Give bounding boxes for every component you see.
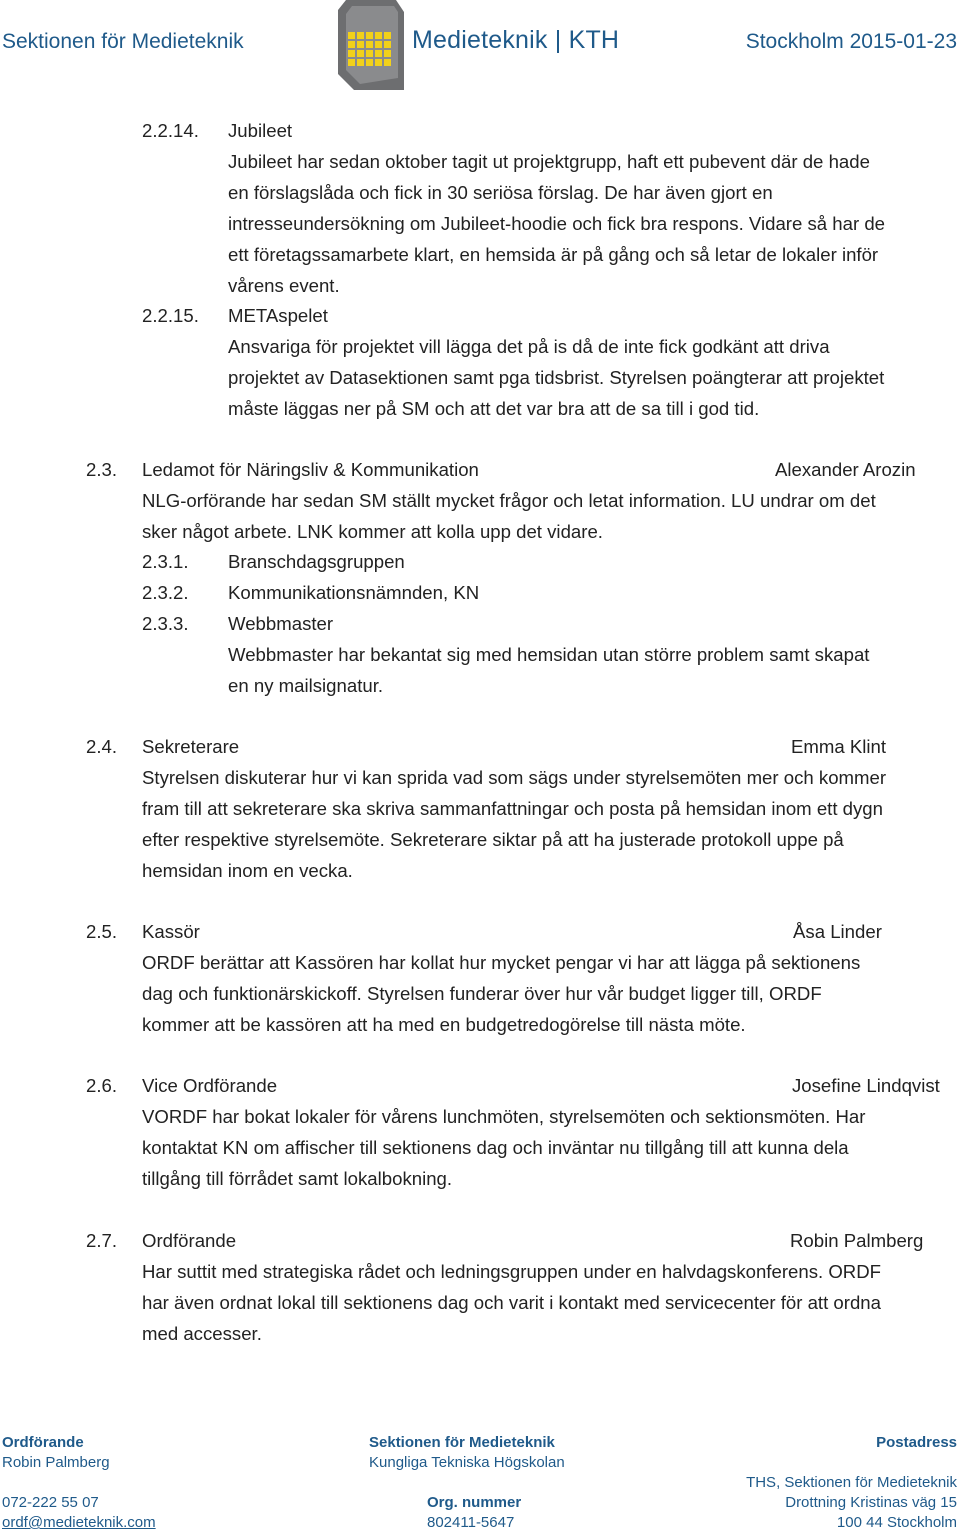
- subsection-number: 2.3.1.: [142, 551, 189, 572]
- paragraph-line: NLG-orförande har sedan SM ställt mycket frågor och letat information. LU undrar om det: [142, 490, 876, 511]
- section-number: 2.6.: [86, 1075, 118, 1096]
- paragraph-line: vårens event.: [228, 275, 340, 296]
- paragraph-line: Webbmaster har bekantat sig med hemsidan utan större problem samt skapat: [228, 644, 870, 665]
- paragraph-line: en förslagslåda och fick in 30 seriösa förslag. De har även gjort en: [228, 182, 773, 203]
- page-header: [0, 0, 960, 95]
- section-person: Emma Klint: [791, 736, 887, 757]
- footer-left-title: Ordförande: [2, 1434, 84, 1451]
- footer-center-title: Sektionen för Medieteknik: [369, 1434, 555, 1451]
- paragraph-line: med accesser.: [142, 1323, 262, 1344]
- paragraph-line: har även ordnat lokal till sektionens dag och varit i kontakt med servicecenter för att ordna: [142, 1292, 881, 1313]
- subsection-number: 2.3.3.: [142, 613, 189, 634]
- section-title: Ledamot för Näringsliv & Kommunikation: [142, 459, 479, 480]
- footer-address-line: Drottning Kristinas väg 15: [785, 1494, 957, 1511]
- section-number: 2.4.: [86, 736, 118, 757]
- footer-email-link[interactable]: ordf@medieteknik.com: [2, 1514, 156, 1531]
- footer-phone: 072-222 55 07: [2, 1494, 99, 1511]
- footer-right-title: Postadress: [876, 1434, 957, 1451]
- paragraph-line: VORDF har bokat lokaler för vårens lunchmöten, styrelsemöten och sektionsmöten. Har: [142, 1106, 866, 1127]
- paragraph-line: sker något arbete. LNK kommer att kolla upp det vidare.: [142, 521, 603, 542]
- section-title: Ordförande: [142, 1230, 237, 1251]
- section-title: Vice Ordförande: [142, 1075, 278, 1096]
- paragraph-line: dag och funktionärskickoff. Styrelsen funderar över hur vår budget ligger till, ORDF: [142, 983, 822, 1004]
- section-number: 2.7.: [86, 1230, 118, 1251]
- paragraph-line: intresseundersökning om Jubileet-hoodie och fick bra respons. Vidare så har de: [228, 213, 886, 234]
- section-person: Josefine Lindqvist: [792, 1075, 940, 1096]
- footer-center-org: Kungliga Tekniska Högskolan: [369, 1454, 565, 1471]
- paragraph-line: kontaktat KN om affischer till sektionens dag och inväntar nu tillgång till att kunna dela: [142, 1137, 849, 1158]
- paragraph-line: kommer att be kassören att ha med en budgetredogörelse till nästa möte.: [142, 1014, 746, 1035]
- paragraph-line: projektet av Datasektionen samt pga tidsbrist. Styrelsen poängterar att projektet: [228, 367, 885, 388]
- paragraph-line: efter respektive styrelsemöte. Sekreterare siktar på att ha justerade protokoll uppe på: [142, 829, 844, 850]
- footer-orgnr-label: Org. nummer: [427, 1494, 522, 1511]
- section-title: Jubileet: [228, 120, 293, 141]
- section-number: 2.5.: [86, 921, 118, 942]
- section-person: Åsa Linder: [793, 921, 882, 942]
- section-number: 2.2.15.: [142, 305, 199, 326]
- footer-address-line: THS, Sektionen för Medieteknik: [746, 1474, 957, 1491]
- paragraph-line: hemsidan inom en vecka.: [142, 860, 353, 881]
- footer-orgnr: 802411-5647: [427, 1514, 515, 1531]
- subsection-title: Branschdagsgruppen: [228, 551, 405, 572]
- paragraph-line: fram till att sekreterare ska skriva sammanfattningar och posta på hemsidan inom ett dygn: [142, 798, 883, 819]
- section-title: Sekreterare: [142, 736, 240, 757]
- footer-center: [369, 1433, 565, 1533]
- section-number: 2.3.: [86, 459, 118, 480]
- footer-left: [2, 1433, 156, 1533]
- section-title: Kassör: [142, 921, 200, 942]
- footer-address-line: 100 44 Stockholm: [836, 1514, 957, 1531]
- paragraph-line: ett företagssamarbete klart, en hemsida är på gång och så letar de lokaler inför: [228, 244, 879, 265]
- medieteknik-logo-icon: [338, 0, 404, 90]
- section-person: Robin Palmberg: [790, 1230, 924, 1251]
- paragraph-line: en ny mailsignatur.: [228, 675, 384, 696]
- header-place-date: Stockholm 2015-01-23: [745, 30, 957, 53]
- footer-right: [746, 1433, 957, 1533]
- paragraph-line: ORDF berättar att Kassören har kollat hur mycket pengar vi har att lägga på sektionens: [142, 952, 861, 973]
- paragraph-line: Styrelsen diskuterar hur vi kan sprida vad som sägs under styrelsemöten mer och kommer: [142, 767, 887, 788]
- section-person: Alexander Arozin: [775, 459, 916, 480]
- paragraph-line: tillgång till förrådet samt lokalbokning.: [142, 1168, 453, 1189]
- footer-left-name: Robin Palmberg: [2, 1454, 110, 1471]
- subsection-number: 2.3.2.: [142, 582, 189, 603]
- header-brand: Medieteknik | KTH: [412, 26, 620, 54]
- subsection-title: Kommunikationsnämnden, KN: [228, 582, 480, 603]
- header-section-name: Sektionen för Medieteknik: [2, 30, 244, 53]
- paragraph-line: Jubileet har sedan oktober tagit ut projektgrupp, haft ett pubevent där de hade: [228, 151, 870, 172]
- section-title: METAspelet: [228, 305, 328, 326]
- paragraph-line: måste läggas ner på SM och att det var bra att de sa till i god tid.: [228, 398, 760, 419]
- subsection-title: Webbmaster: [228, 613, 334, 634]
- paragraph-line: Har suttit med strategiska rådet och ledningsgruppen under en halvdagskonferens. ORDF: [142, 1261, 881, 1282]
- section-number: 2.2.14.: [142, 120, 199, 141]
- paragraph-line: Ansvariga för projektet vill lägga det på is då de inte fick godkänt att driva: [228, 336, 830, 357]
